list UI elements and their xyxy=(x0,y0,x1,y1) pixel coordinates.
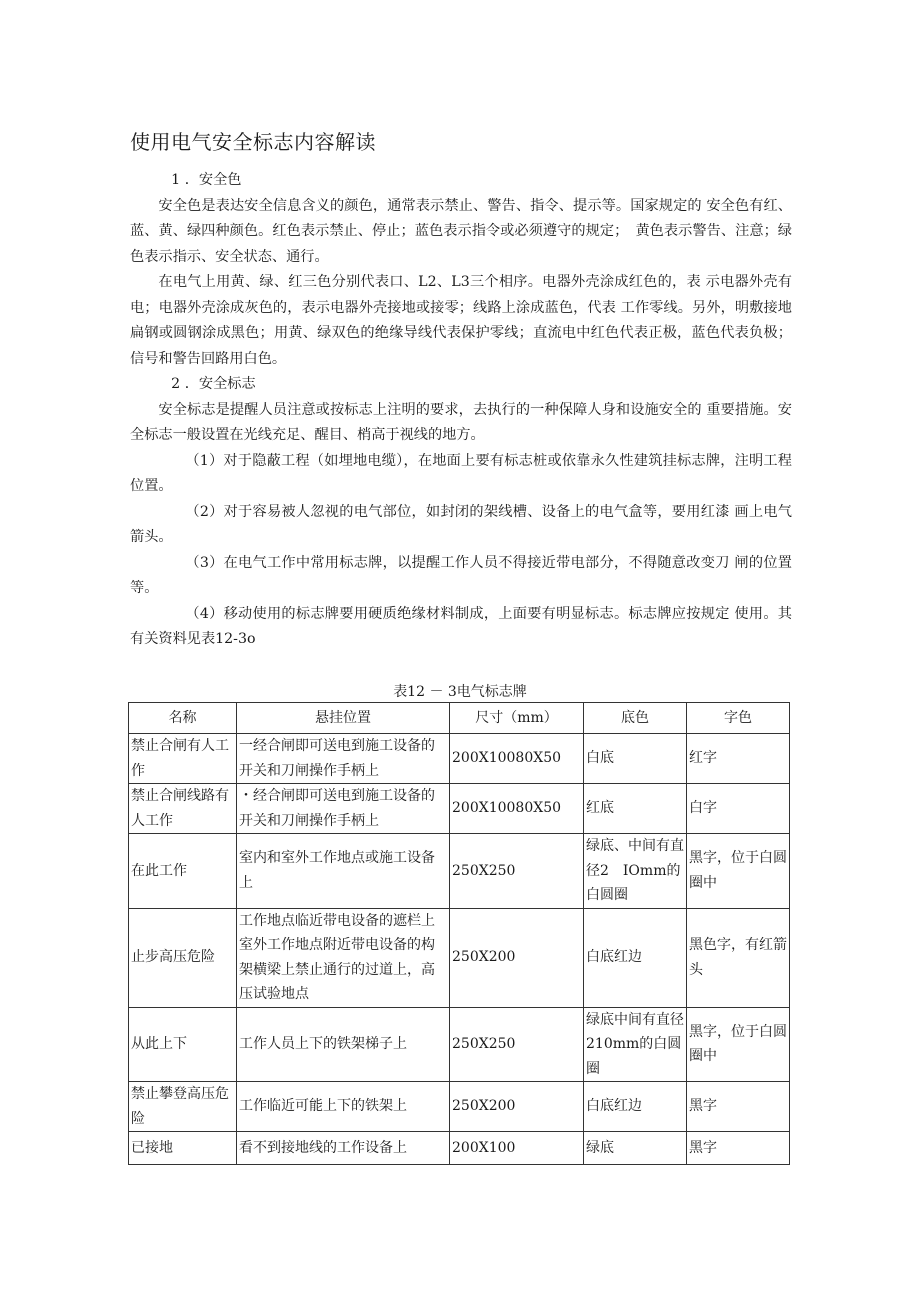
table-cell: 绿底中间有直径210mm的白圆圈 xyxy=(584,1007,687,1082)
table-cell: 绿底 xyxy=(584,1132,687,1165)
table-cell: 禁止合闸线路有人工作 xyxy=(129,784,237,834)
table-cell: 止步高压危险 xyxy=(129,908,237,1007)
column-header: 悬挂位置 xyxy=(237,703,450,734)
list-item: （4）移动使用的标志牌要用硬质绝缘材料制成，上面要有明显标志。标志牌应按规定 使用。其有关资料见表12-3o xyxy=(130,605,792,647)
table-caption: 表12 － 3电气标志牌 xyxy=(393,684,527,700)
table-row xyxy=(129,1132,790,1165)
table-cell: 一经合闸即可送电到施工设备的开关和刀闸操作手柄上 xyxy=(237,734,450,784)
table-cell: 250X250 xyxy=(450,834,584,909)
table-row xyxy=(129,1082,790,1132)
table-cell: 工作地点临近带电设备的遮栏上室外工作地点附近带电设备的构架横梁上禁止通行的过道上，高压试验地点 xyxy=(237,908,450,1007)
column-header: 底色 xyxy=(584,703,687,734)
document-body xyxy=(130,168,792,653)
table-header-row xyxy=(129,703,790,734)
table-cell: 250X200 xyxy=(450,1082,584,1132)
paragraph: 安全色是表达安全信息含义的颜色，通常表示禁止、警告、指令、提示等。国家规定的 安全色有红、蓝、黄、绿四种颜色。红色表示禁止、停止；蓝色表示指令或必须遵守的规定； 黄色表示警告、注意；绿色表示指示、安全状态、通行。 xyxy=(130,197,792,265)
table-cell: 黑字 xyxy=(687,1132,790,1165)
table-cell: 200X100 xyxy=(450,1132,584,1165)
table-cell: 黑字，位于白圆圈中 xyxy=(687,834,790,909)
table-cell: 在此工作 xyxy=(129,834,237,909)
table-cell: 工作人员上下的铁架梯子上 xyxy=(237,1007,450,1082)
table-cell: 绿底、中间有直径2 IOmm的白圆圈 xyxy=(584,834,687,909)
table-cell: 200X10080X50 xyxy=(450,734,584,784)
section-heading-safety-signs: 2 ．安全标志 xyxy=(171,376,256,392)
table-cell: 红字 xyxy=(687,734,790,784)
paragraph: 在电气上用黄、绿、红三色分别代表口、L2、L3三个相序。电器外壳涂成红色的，表 示电器外壳有电；电器外壳涂成灰色的，表示电器外壳接地或接零；线路上涂成蓝色，代表 工作零线。另外，明敷接地扁钢或圆钢涂成黑色；用黄、绿双色的绝缘导线代表保护零线；直流电中红色代表正极，蓝色代表负极；信号和警告回路用白色。 xyxy=(130,274,792,367)
table-cell: 从此上下 xyxy=(129,1007,237,1082)
table-cell: 白字 xyxy=(687,784,790,834)
table-cell: 黑字，位于白圆圈中 xyxy=(687,1007,790,1082)
table-cell: 白底红边 xyxy=(584,1082,687,1132)
table-cell: 白底 xyxy=(584,734,687,784)
table-cell: 红底 xyxy=(584,784,687,834)
electrical-signs-table xyxy=(128,702,790,1165)
table-row xyxy=(129,834,790,909)
table-cell: 250X200 xyxy=(450,908,584,1007)
table-cell: 室内和室外工作地点或施工设备上 xyxy=(237,834,450,909)
list-item: （3）在电气工作中常用标志牌，以提醒工作人员不得接近带电部分，不得随意改变刀 闸的位置等。 xyxy=(130,554,792,596)
column-header: 尺寸（mm） xyxy=(450,703,584,734)
column-header: 字色 xyxy=(687,703,790,734)
table-cell: 工作临近可能上下的铁架上 xyxy=(237,1082,450,1132)
table-cell: 200X10080X50 xyxy=(450,784,584,834)
table-cell: 看不到接地线的工作设备上 xyxy=(237,1132,450,1165)
table-cell: ・经合闸即可送电到施工设备的开关和刀闸操作手柄上 xyxy=(237,784,450,834)
paragraph: 安全标志是提醒人员注意或按标志上注明的要求，去执行的一种保障人身和设施安全的 重要措施。安全标志一般设置在光线充足、醒目、梢高于视线的地方。 xyxy=(130,401,792,443)
table-cell: 禁止合闸有人工作 xyxy=(129,734,237,784)
section-heading-safety-color: 1 ．安全色 xyxy=(171,172,242,188)
table-cell: 已接地 xyxy=(129,1132,237,1165)
table-cell: 禁止攀登高压危险 xyxy=(129,1082,237,1132)
table-row xyxy=(129,908,790,1007)
table-cell: 黑色字，有红箭头 xyxy=(687,908,790,1007)
table-cell: 白底红边 xyxy=(584,908,687,1007)
page-title: 使用电气安全标志内容解读 xyxy=(130,130,376,154)
table-row xyxy=(129,1007,790,1082)
table-row xyxy=(129,734,790,784)
table-row xyxy=(129,784,790,834)
column-header: 名称 xyxy=(129,703,237,734)
list-item: （1）对于隐蔽工程（如埋地电缆），在地面上要有标志桩或依靠永久性建筑挂标志牌，注明工程位置。 xyxy=(130,452,792,494)
table-cell: 黑字 xyxy=(687,1082,790,1132)
list-item: （2）对于容易被人忽视的电气部位，如封闭的架线槽、设备上的电气盒等，要用红漆 画上电气箭头。 xyxy=(130,503,792,545)
table-cell: 250X250 xyxy=(450,1007,584,1082)
